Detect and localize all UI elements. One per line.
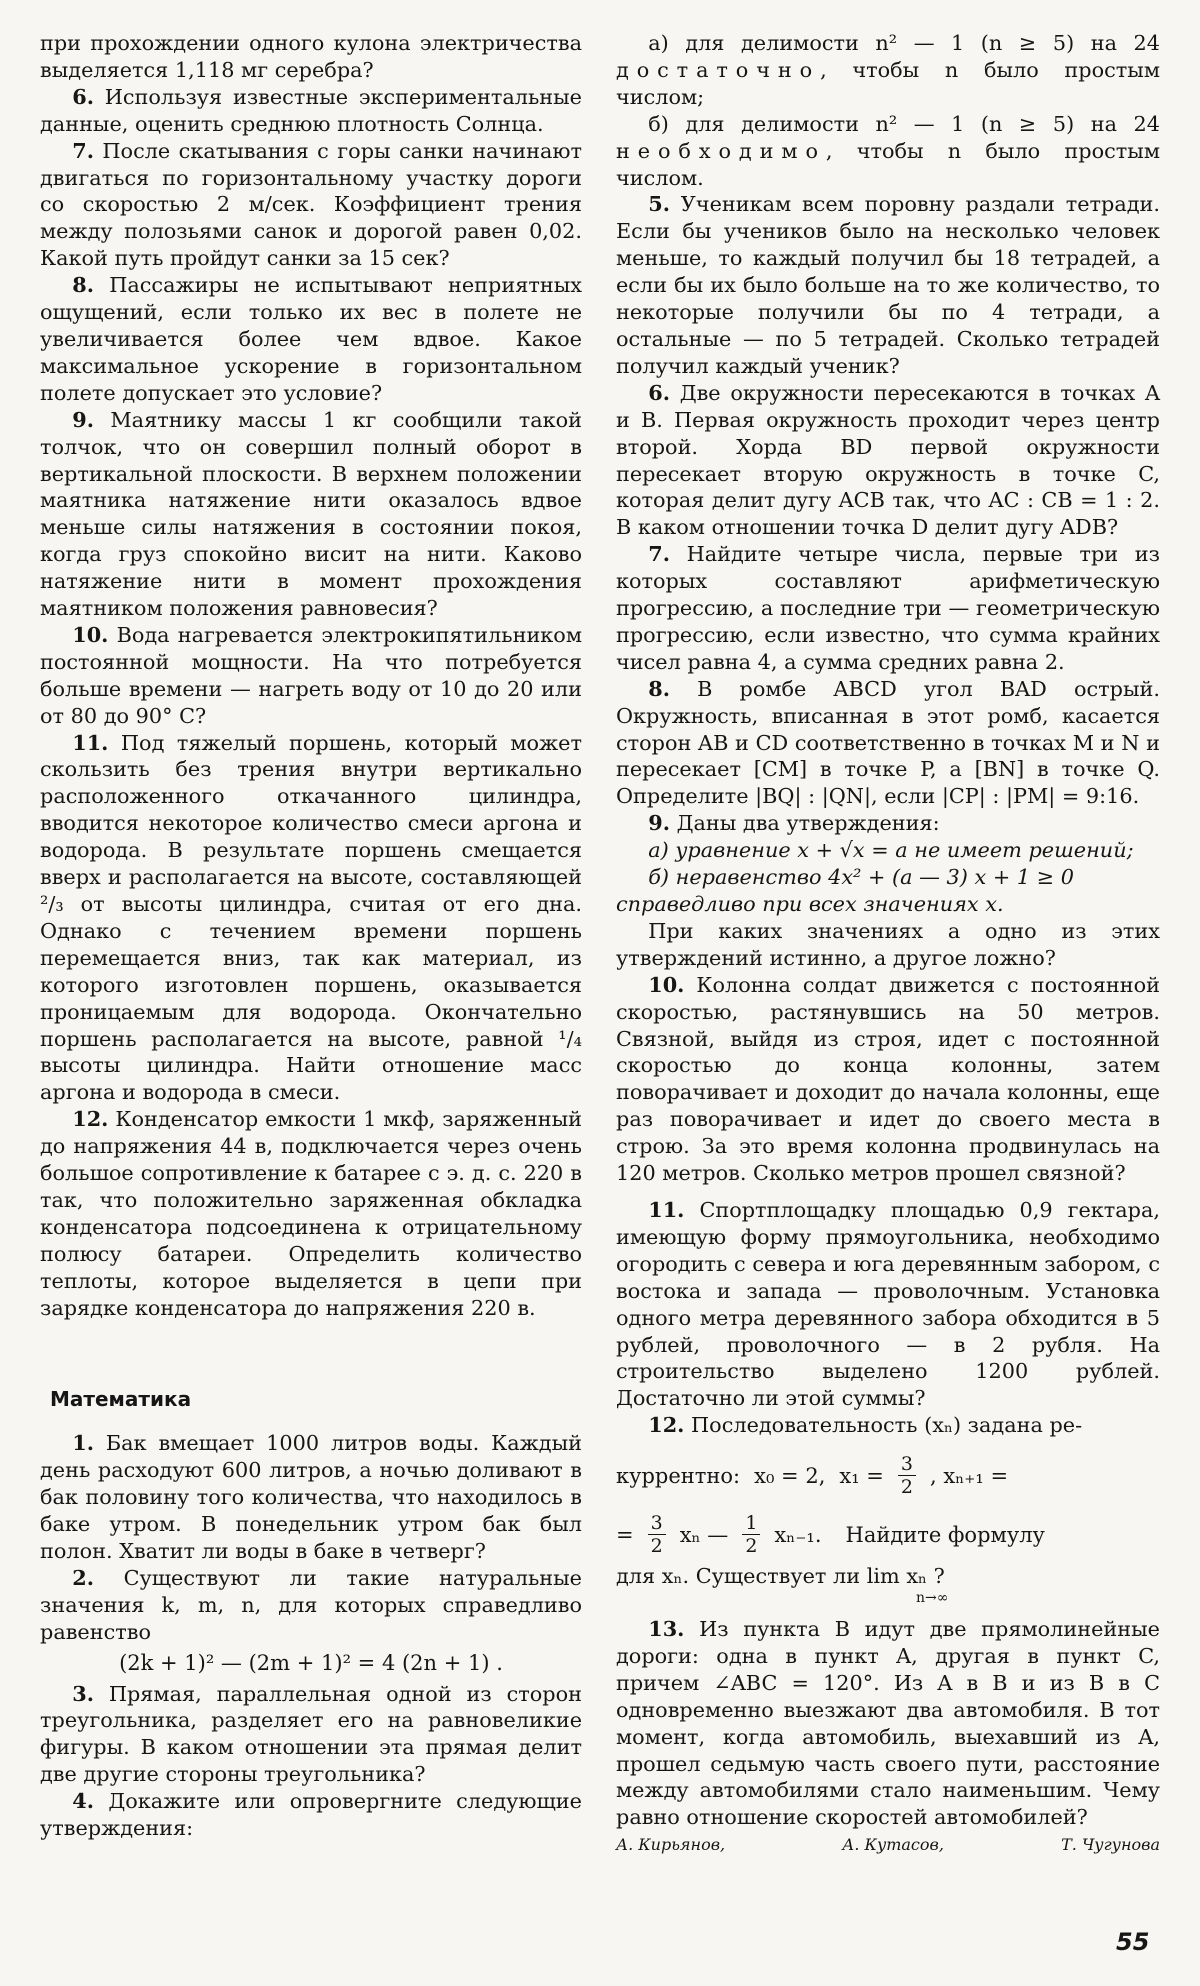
math-problem-3: 3. Прямая, параллельная одной из сторон треугольника, разделяет его на равновеликие фигуры. В каком отношении эта прямая делит две другие стороны треугольника? <box>40 1680 582 1787</box>
math-heading: Математика <box>50 1386 192 1411</box>
statement-4b: б) для делимости n² — 1 (n ≥ 5) на 24 необходимо, чтобы n было простым числом. <box>616 111 1160 190</box>
math-problem-12: 12. Последовательность (xₙ) задана ре- <box>648 1412 1083 1438</box>
physics-problem-10: 10. Вода нагревается электрокипятильником постоянной мощности. На что потребуется больше времени — нагреть воду от 10 до 20 или от 80 до 90° С? <box>40 621 582 728</box>
right-column <box>616 30 1160 1854</box>
left-column <box>40 30 582 1842</box>
math-problem-2: 2. Существуют ли такие натуральные значения k, m, n, для которых справедливо равенство <box>40 1564 582 1644</box>
physics-problem-7: 7. После скатывания с горы санки начинают двигаться по горизонтальному участку дороги со скоростью 2 м/сек. Коэффициент трения между полозьями санок и дорогой равен 0,02. Какой путь пройдут санки за 15 сек? <box>40 137 582 271</box>
math-problem-5: 5. Ученикам всем поровну раздали тетради. Если бы учеников было на несколько человек меньше, то каждый получил бы 18 тетрадей, а если бы их было больше на то же количество, то некоторые получили бы по 4 тетради, а остальные — по 5 тетрадей. Сколько тетрадей получил каждый ученик? <box>616 191 1160 378</box>
intro-text: при прохождении одного кулона электричества выделяется 1,118 мг серебра? <box>40 31 582 82</box>
math-problem-11: 11. Спортплощадку площадью 0,9 гектара, имеющую форму прямоугольника, необходимо огородить с севера и юга деревянным забором, с востока и запада — проволочным. Установка одного метра деревянного забора обходится в 5 рублей, проволочного — в 2 рубля. На строительство выделено 1200 рублей. Достаточно ли этой суммы? <box>616 1196 1160 1411</box>
sequence-line-3: для xₙ. Существует ли lim xₙ ? <box>616 1564 945 1589</box>
author-3: Т. Чугунова <box>1061 1835 1160 1855</box>
physics-problem-6: 6. Используя известные экспериментальные данные, оценить среднюю плотность Солнца. <box>40 83 582 136</box>
statement-9a: а) уравнение x + √x = a не имеет решений; <box>648 838 1134 863</box>
math-problem-13: 13. Из пункта B идут две прямолинейные дороги: одна в пункт A, другая в пункт C, причем ∠ABC = 120°. Из A в B и из B в C одновременно выезжают два автомобиля. В тот момент, когда автомобиль, выехавший из A, прошел седьмую часть своего пути, расстояние между автомобилями стало наименьшим. Чему равно отношение скоростей автомобилей? <box>616 1616 1160 1830</box>
math-problem-8: 8. В ромбе ABCD угол BAD острый. Окружность, вписанная в этот ромб, касается сторон AB и CD соответственно в точках M и N и пересекает [CM] в точке P, а [BN] в точке Q. Определите |BQ| : |QN|, если |CP| : |PM| = 9:16. <box>616 675 1160 809</box>
problem-9-question: При каких значениях a одно из этих утверждений истинно, а другое ложно? <box>616 918 1160 970</box>
math-problem-6: 6. Две окружности пересекаются в точках A и B. Первая окружность проходит через центр второй. Хорда BD первой окружности пересекает вторую окружность в точке C, которая делит дугу ACB так, что AC : CB = 1 : 2. В каком отношении точка D делит дугу ADB? <box>616 379 1160 540</box>
physics-problem-12: 12. Конденсатор емкости 1 мкф, заряженный до напряжения 44 в, подключается через очень большое сопротивление к батарее с э. д. с. 220 в так, что положительно заряженная обкладка конденсатора подсоединена к отрицательному полюсу батареи. Определить количество теплоты, которое выделяется в цепи при зарядке конденсатора до напряжения 220 в. <box>40 1106 582 1320</box>
author-1: А. Кирьянов, <box>616 1835 726 1855</box>
math-problem-10: 10. Колонна солдат движется с постоянной скоростью, растянувшись на 50 метров. Связной, выйдя из строя, идет с постоянной скоростью до конца колонны, затем поворачивает и доходит до начала колонны, еще раз поворачивает и идет до своего места в строю. За это время колонна продвинулась на 120 метров. Сколько метров прошел связной? <box>616 971 1160 1186</box>
fraction: $\frac{3}{2}$ <box>648 1512 666 1557</box>
math-problem-4: 4. Докажите или опровергните следующие утверждения: <box>40 1788 582 1841</box>
sequence-line-1: куррентно: x₀ = 2, x₁ = $\frac{3}{2}$ , xₙ₊₁ = <box>616 1453 1009 1499</box>
equation: (2k + 1)² — (2m + 1)² = 4 (2n + 1) . <box>119 1650 503 1675</box>
sequence-line-2: = $\frac{3}{2}$ xₙ — $\frac{1}{2}$ xₙ₋₁. Найдите формулу <box>616 1512 1045 1558</box>
limit-subscript: n→∞ <box>916 1590 949 1607</box>
page-number: 55 <box>1116 1928 1150 1956</box>
math-problem-9: 9. Даны два утверждения: <box>648 810 940 836</box>
statement-4a: а) для делимости n² — 1 (n ≥ 5) на 24 достаточно, чтобы n было простым числом; <box>616 31 1160 109</box>
physics-problem-9: 9. Маятнику массы 1 кг сообщили такой толчок, что он совершил полный оборот в вертикальной плоскости. В верхнем положении маятника натяжение нити оказалось вдвое меньше силы натяжения в состоянии покоя, когда груз спокойно висит на нити. Каково натяжение нити в момент прохождения маятником положения равновесия? <box>40 406 582 621</box>
fraction: $\frac{3}{2}$ <box>898 1453 916 1498</box>
math-problem-7: 7. Найдите четыре числа, первые три из которых составляют арифметическую прогрессию, а последние три — геометрическую прогрессию, если известно, что сумма крайних чисел равна 4, а сумма средних равна 2. <box>616 541 1160 674</box>
physics-problem-8: 8. Пассажиры не испытывают неприятных ощущений, если только их вес в полете не увеличивается более чем вдвое. Какое максимальное ускорение в горизонтальном полете допускает это условие? <box>40 272 582 405</box>
fraction: $\frac{1}{2}$ <box>742 1512 760 1557</box>
authors <box>616 1835 1160 1854</box>
statement-9b: б) неравенство 4x² + (a — 3) x + 1 ≥ 0 <box>648 865 1075 890</box>
math-problem-1: 1. Бак вмещает 1000 литров воды. Каждый день расходуют 600 литров, а ночью доливают в бак половину того количества, что находилось в баке утром. В понедельник утром бак был полон. Хватит ли воды в баке в четверг? <box>40 1430 582 1564</box>
author-2: А. Кутасов, <box>842 1835 944 1855</box>
physics-problem-11: 11. Под тяжелый поршень, который может скользить без трения внутри вертикально расположенного откачанного цилиндра, вводится некоторое количество смеси аргона и водорода. В результате поршень смещается вверх и располагается на высоте, составляющей ²/₃ от высоты цилиндра, считая от его дна. Однако с течением времени поршень перемещается вниз, так как материал, из которого изготовлен поршень, оказывается проницаемым для водорода. Окончательно поршень располагается на высоте, равной ¹/₄ высоты цилиндра. Найти отношение масс аргона и водорода в смеси. <box>40 729 582 1105</box>
statement-9b-cont: справедливо при всех значениях x. <box>616 892 1004 916</box>
